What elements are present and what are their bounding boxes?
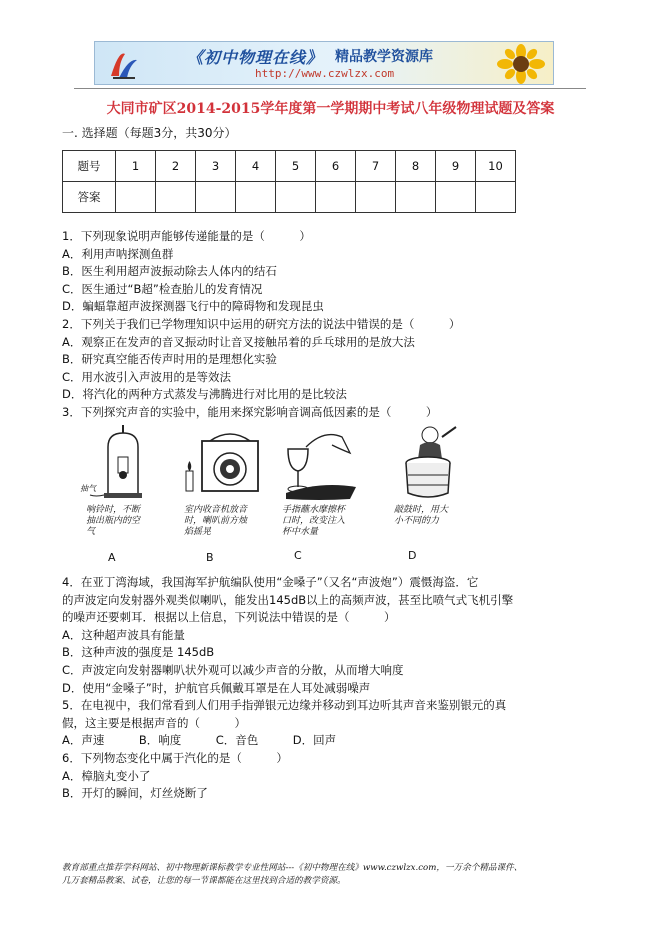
question-1-option-d: D．蝙蝠靠超声波探测器飞行中的障碍物和发现昆虫 <box>62 299 324 314</box>
banner-url[interactable]: http://www.czwlzx.com <box>255 67 395 80</box>
question-block-1-3 <box>62 228 602 422</box>
question-3-figures <box>62 423 482 573</box>
question-2-option-d: D．将汽化的两种方式蒸发与沸腾进行对比用的是比较法 <box>62 387 347 402</box>
question-4-option-d: D．使用“金嗓子”时，护航官兵佩戴耳罩是在人耳处减弱噪声 <box>62 680 371 695</box>
figure-c-letter: C <box>294 549 302 562</box>
figure-c-caption: 手指蘸水摩擦杯 口时，改变注入 杯中水量 <box>282 505 346 537</box>
table-cell: 3 <box>196 151 236 182</box>
figure-b-caption: 室内收音机放音 时，喇叭前方烛 焰摇晃 <box>184 505 248 537</box>
figure-b <box>180 423 266 573</box>
answer-table <box>62 150 516 213</box>
answer-cell[interactable] <box>356 182 396 213</box>
footer-line-1: 教育部重点推荐学科网站、初中物理新课标教学专业性网站---《初中物理在线》www.czwlzx.com，一万余个精品课件、 <box>62 863 523 873</box>
table-cell: 1 <box>116 151 156 182</box>
question-block-4-6 <box>62 574 602 803</box>
table-row <box>63 151 516 182</box>
logo-icon <box>109 48 139 80</box>
table-cell: 7 <box>356 151 396 182</box>
answer-cell[interactable] <box>236 182 276 213</box>
question-1-stem: 1．下列现象说明声能够传递能量的是（ ） <box>62 229 311 243</box>
answer-cell[interactable] <box>116 182 156 213</box>
question-1-option-a: A．利用声呐探测鱼群 <box>62 246 174 261</box>
answer-cell[interactable] <box>276 182 316 213</box>
answer-cell[interactable] <box>316 182 356 213</box>
question-4-stem-line: 的声波定向发射器外观类似喇叭，能发出145dB以上的高频声波，甚至比喷气式飞机引擎 <box>62 592 514 607</box>
question-6-option-b: B．开灯的瞬间，灯丝烧断了 <box>62 786 208 801</box>
question-6-stem: 6．下列物态变化中属于汽化的是（ ） <box>62 750 288 765</box>
question-5-options: A．声速 B．响度 C．音色 D．回声 <box>62 733 337 748</box>
question-2-option-b: B．研究真空能否传声时用的是理想化实验 <box>62 352 277 367</box>
question-4-stem-line: 的噪声还要刺耳．根据以上信息，下列说法中错误的是（ ） <box>62 610 396 625</box>
question-4-option-b: B．这种声波的强度是 145dB <box>62 645 215 660</box>
figure-d-caption: 敲鼓时，用大 小不同的力 <box>394 505 449 526</box>
wine-glass-icon <box>280 423 366 503</box>
section-heading: 一. 选择题（每题3分，共30分） <box>62 126 237 140</box>
banner-subtitle: 精品教学资源库 <box>335 49 433 65</box>
question-4-stem-line: 4．在亚丁湾海域，我国海军护航编队使用“金嗓子”（又名“声波炮”）震慑海盗．它 <box>62 575 479 589</box>
table-row <box>63 182 516 213</box>
question-4-option-a: A．这种超声波具有能量 <box>62 627 185 642</box>
table-cell: 6 <box>316 151 356 182</box>
question-1-option-c: C．医生通过“B超”检查胎儿的发育情况 <box>62 281 263 296</box>
page-footer <box>62 862 602 888</box>
footer-line-2: 几万套精品教案、试卷，让您的每一节课都能在这里找到合适的教学资源。 <box>62 876 346 886</box>
question-4-option-c: C．声波定向发射器喇叭状外观可以减少声音的分散，从而增大响度 <box>62 662 404 677</box>
question-6-option-a: A．樟脑丸变小了 <box>62 768 151 783</box>
question-2-option-c: C．用水波引入声波用的是等效法 <box>62 369 232 384</box>
figure-a <box>80 423 166 573</box>
table-cell: 9 <box>436 151 476 182</box>
table-cell: 4 <box>236 151 276 182</box>
figure-a-label: 抽气 <box>80 484 96 493</box>
table-cell: 2 <box>156 151 196 182</box>
table-header-cell: 题号 <box>63 151 116 182</box>
figure-c <box>280 423 366 573</box>
answer-cell[interactable] <box>196 182 236 213</box>
radio-candle-icon <box>180 423 266 503</box>
figure-b-letter: B <box>206 551 214 564</box>
figure-a-letter: A <box>108 551 116 564</box>
drum-icon <box>384 423 470 503</box>
figure-d-letter: D <box>408 549 417 562</box>
table-cell: 10 <box>476 151 516 182</box>
header-rule <box>74 88 586 89</box>
answer-cell[interactable] <box>476 182 516 213</box>
question-5-stem-line: 5．在电视中，我们常看到人们用手指弹银元边缘并移动到耳边听其声音来鉴别银元的真 <box>62 698 507 713</box>
answer-cell[interactable] <box>396 182 436 213</box>
question-1-option-b: B．医生利用超声波振动除去人体内的结石 <box>62 264 277 279</box>
question-5-stem-line: 假，这主要是根据声音的（ ） <box>62 715 246 730</box>
banner-title: 《初中物理在线》 <box>187 48 324 67</box>
table-cell: 8 <box>396 151 436 182</box>
answer-cell[interactable] <box>436 182 476 213</box>
page-title: 大同市矿区2014-2015学年度第一学期期中考试八年级物理试题及答案 <box>106 101 555 117</box>
sunflower-icon <box>493 44 549 84</box>
table-cell: 5 <box>276 151 316 182</box>
header-banner <box>94 41 554 85</box>
question-2-stem: 2．下列关于我们已学物理知识中运用的研究方法的说法中错误的是（ ） <box>62 316 461 331</box>
question-2-option-a: A．观察正在发声的音叉振动时让音叉接触吊着的乒乓球用的是放大法 <box>62 334 415 349</box>
figure-d <box>384 423 470 573</box>
question-3-stem: 3．下列探究声音的实验中，能用来探究影响音调高低因素的是（ ） <box>62 404 438 419</box>
table-header-cell: 答案 <box>63 182 116 213</box>
figure-a-caption: 响铃时，不断 抽出瓶内的空 气 <box>86 505 141 537</box>
answer-cell[interactable] <box>156 182 196 213</box>
